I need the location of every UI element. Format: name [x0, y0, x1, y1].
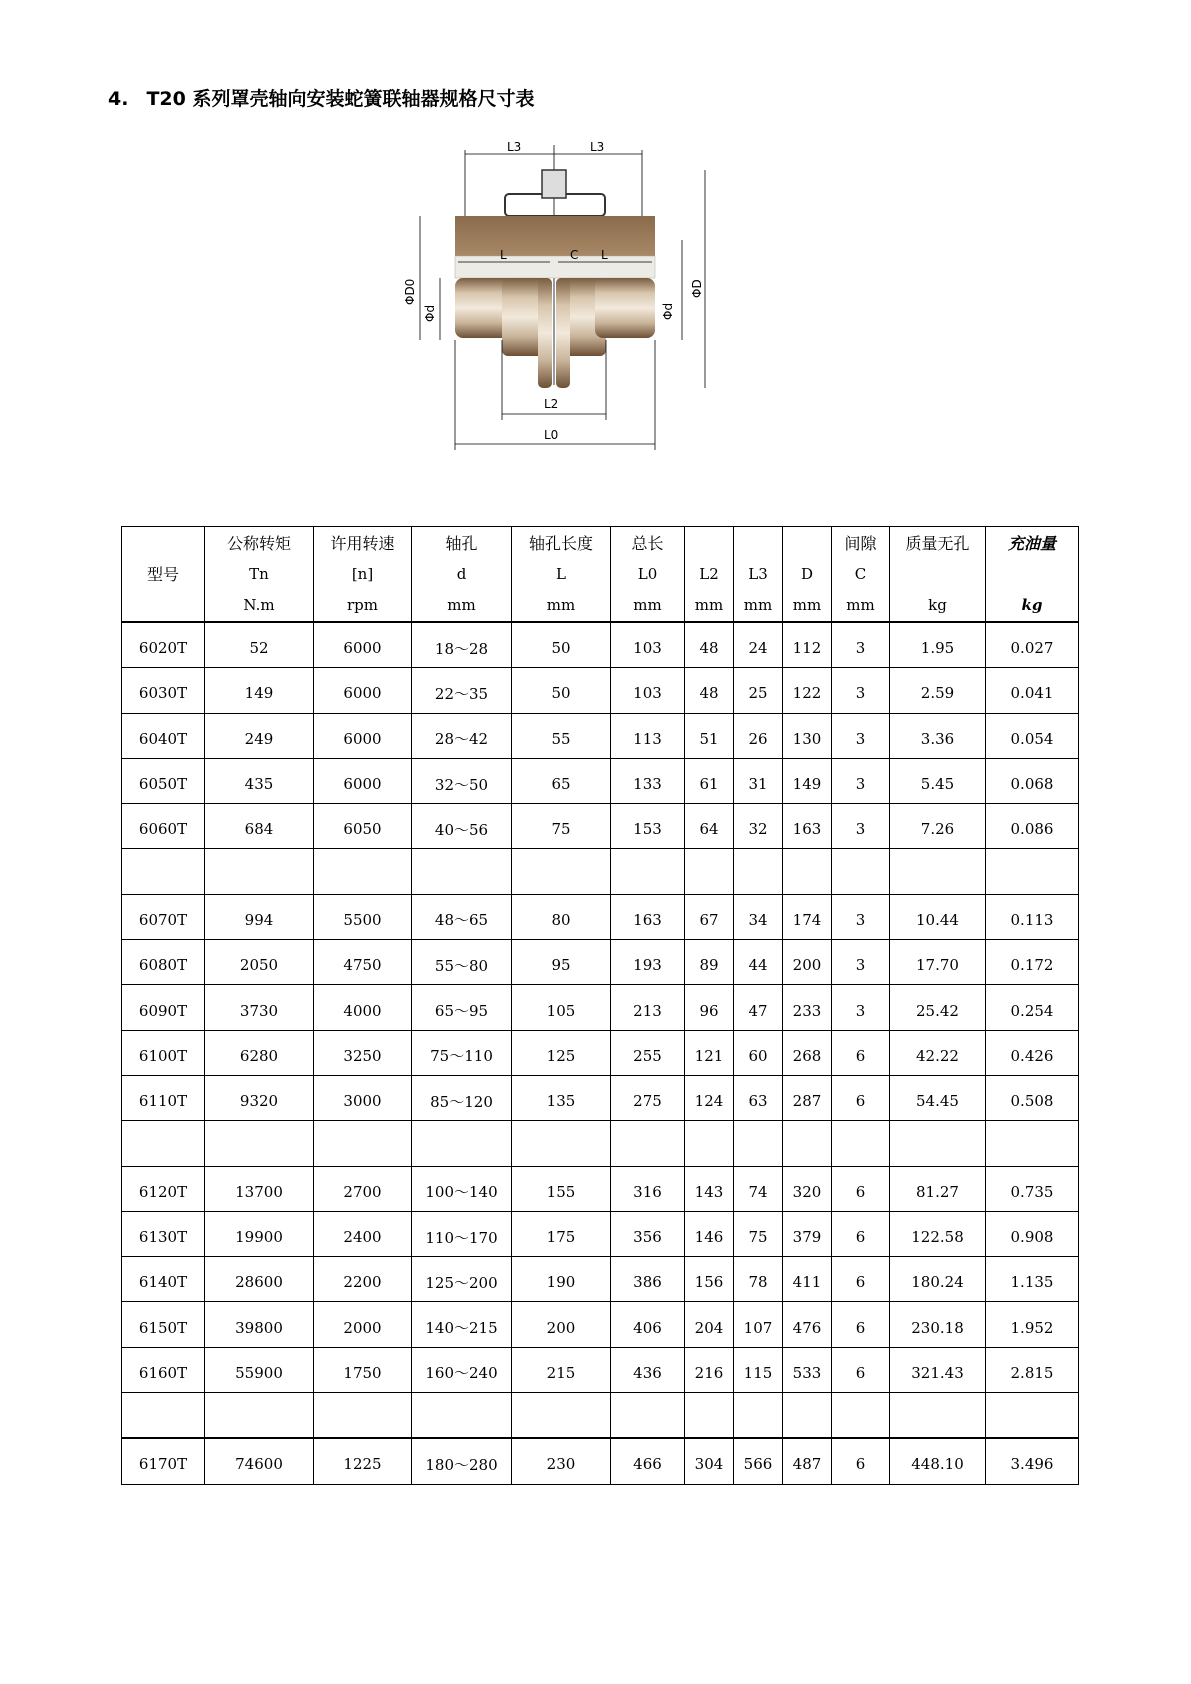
cell-mass: 2.59 — [890, 668, 986, 713]
cell-gap — [832, 1121, 890, 1166]
cell-mass: 42.22 — [890, 1030, 986, 1075]
cell-oil: 0.735 — [986, 1166, 1079, 1211]
cell-bore — [412, 1393, 512, 1439]
cell-bore: 48～65 — [412, 894, 512, 939]
header-speed: 许用转速 [n] rpm — [314, 527, 412, 623]
cell-gap: 3 — [832, 668, 890, 713]
header-torque: 公称转矩 Tn N.m — [205, 527, 314, 623]
cell-l3: 31 — [734, 758, 783, 803]
cell-torque: 684 — [205, 804, 314, 849]
cell-total-length: 133 — [611, 758, 685, 803]
cell-bore-length: 105 — [512, 985, 611, 1030]
table-row — [122, 758, 1079, 803]
cell-bore-length: 80 — [512, 894, 611, 939]
cell-d: 130 — [783, 713, 832, 758]
cell-bore-length: 175 — [512, 1211, 611, 1256]
cell-bore: 18～28 — [412, 622, 512, 668]
cell-mass: 122.58 — [890, 1211, 986, 1256]
cell-gap: 6 — [832, 1347, 890, 1392]
header-d: D mm — [783, 527, 832, 623]
cell-l2: 67 — [685, 894, 734, 939]
cell-torque — [205, 1121, 314, 1166]
cell-torque: 39800 — [205, 1302, 314, 1347]
cell-speed: 4750 — [314, 940, 412, 985]
header-mass: 质量无孔 kg — [890, 527, 986, 623]
coupling-diagram — [403, 140, 780, 480]
label-d: ΦD — [690, 279, 704, 298]
cell-speed: 2700 — [314, 1166, 412, 1211]
cell-bore-length: 135 — [512, 1075, 611, 1120]
cell-d — [783, 1393, 832, 1439]
cell-model: 6030T — [122, 668, 205, 713]
cell-d: 200 — [783, 940, 832, 985]
cell-speed — [314, 849, 412, 894]
cover-bolt — [542, 170, 566, 198]
cell-oil — [986, 849, 1079, 894]
cell-torque: 9320 — [205, 1075, 314, 1120]
cell-l2: 304 — [685, 1438, 734, 1484]
table-body — [122, 622, 1079, 1484]
cell-model: 6050T — [122, 758, 205, 803]
cell-bore: 140～215 — [412, 1302, 512, 1347]
cell-torque: 6280 — [205, 1030, 314, 1075]
cell-d: 149 — [783, 758, 832, 803]
cell-l2: 121 — [685, 1030, 734, 1075]
cell-l2: 204 — [685, 1302, 734, 1347]
cell-l2: 48 — [685, 622, 734, 668]
cell-model: 6100T — [122, 1030, 205, 1075]
cell-model: 6070T — [122, 894, 205, 939]
cell-total-length — [611, 1393, 685, 1439]
cell-bore-length: 75 — [512, 804, 611, 849]
cell-bore — [412, 849, 512, 894]
cell-torque — [205, 849, 314, 894]
cell-l3: 60 — [734, 1030, 783, 1075]
label-d0: ΦD0 — [403, 278, 417, 305]
cell-speed: 6000 — [314, 758, 412, 803]
cell-bore-length — [512, 849, 611, 894]
cell-model — [122, 1121, 205, 1166]
cell-bore: 75～110 — [412, 1030, 512, 1075]
cell-torque: 13700 — [205, 1166, 314, 1211]
cell-gap: 3 — [832, 713, 890, 758]
cell-oil — [986, 1393, 1079, 1439]
cell-l2: 64 — [685, 804, 734, 849]
cell-total-length: 113 — [611, 713, 685, 758]
cell-l3: 75 — [734, 1211, 783, 1256]
cell-oil: 3.496 — [986, 1438, 1079, 1484]
cell-model: 6170T — [122, 1438, 205, 1484]
cell-d: 268 — [783, 1030, 832, 1075]
header-l3: L3 mm — [734, 527, 783, 623]
cell-mass: 3.36 — [890, 713, 986, 758]
table-row — [122, 985, 1079, 1030]
cell-l3: 34 — [734, 894, 783, 939]
table-header-row — [122, 527, 1079, 623]
cell-bore-length: 200 — [512, 1302, 611, 1347]
cell-l3: 25 — [734, 668, 783, 713]
label-d-left: Φd — [423, 304, 437, 322]
cell-bore: 85～120 — [412, 1075, 512, 1120]
cell-gap: 6 — [832, 1030, 890, 1075]
cell-torque: 19900 — [205, 1211, 314, 1256]
cell-bore: 110～170 — [412, 1211, 512, 1256]
cell-d: 411 — [783, 1257, 832, 1302]
table-row — [122, 1438, 1079, 1484]
cell-oil: 1.135 — [986, 1257, 1079, 1302]
cell-total-length: 153 — [611, 804, 685, 849]
table-row — [122, 713, 1079, 758]
cell-torque: 149 — [205, 668, 314, 713]
cell-oil: 0.086 — [986, 804, 1079, 849]
header-model: 型号 — [122, 527, 205, 623]
cell-gap: 3 — [832, 985, 890, 1030]
table-row — [122, 668, 1079, 713]
table-row — [122, 849, 1079, 894]
cell-model: 6110T — [122, 1075, 205, 1120]
cell-d: 487 — [783, 1438, 832, 1484]
cell-total-length: 356 — [611, 1211, 685, 1256]
cell-l2: 124 — [685, 1075, 734, 1120]
cell-oil: 0.254 — [986, 985, 1079, 1030]
cell-bore: 125～200 — [412, 1257, 512, 1302]
table-row — [122, 804, 1079, 849]
cell-d: 533 — [783, 1347, 832, 1392]
label-l2: L2 — [544, 397, 559, 411]
cell-mass: 17.70 — [890, 940, 986, 985]
table-row — [122, 1211, 1079, 1256]
table-row — [122, 1121, 1079, 1166]
cell-gap: 6 — [832, 1302, 890, 1347]
cell-total-length: 103 — [611, 622, 685, 668]
cell-mass — [890, 1393, 986, 1439]
cell-total-length: 193 — [611, 940, 685, 985]
header-oil: 充油量 kg — [986, 527, 1079, 623]
cell-torque: 994 — [205, 894, 314, 939]
cell-l2: 216 — [685, 1347, 734, 1392]
cell-torque: 28600 — [205, 1257, 314, 1302]
cell-torque: 55900 — [205, 1347, 314, 1392]
cell-bore-length: 230 — [512, 1438, 611, 1484]
cell-l2 — [685, 1393, 734, 1439]
cell-total-length: 213 — [611, 985, 685, 1030]
cell-model: 6020T — [122, 622, 205, 668]
cell-d: 112 — [783, 622, 832, 668]
cell-total-length — [611, 849, 685, 894]
cell-model: 6140T — [122, 1257, 205, 1302]
cell-gap: 3 — [832, 940, 890, 985]
cell-l2 — [685, 849, 734, 894]
cell-bore-length: 125 — [512, 1030, 611, 1075]
cell-l3 — [734, 1121, 783, 1166]
label-d-right: Φd — [661, 302, 675, 320]
center-disc-left — [538, 278, 552, 388]
cell-torque: 249 — [205, 713, 314, 758]
cell-speed: 1750 — [314, 1347, 412, 1392]
cell-oil: 1.952 — [986, 1302, 1079, 1347]
cell-bore-length — [512, 1393, 611, 1439]
cell-d: 476 — [783, 1302, 832, 1347]
cell-gap: 6 — [832, 1438, 890, 1484]
cell-model: 6160T — [122, 1347, 205, 1392]
cell-total-length: 406 — [611, 1302, 685, 1347]
header-bore-length: 轴孔长度 L mm — [512, 527, 611, 623]
cell-bore-length: 190 — [512, 1257, 611, 1302]
cell-model: 6130T — [122, 1211, 205, 1256]
section-title: T20 系列罩壳轴向安装蛇簧联轴器规格尺寸表 — [146, 88, 535, 110]
center-disc-right — [556, 278, 570, 388]
cell-total-length: 466 — [611, 1438, 685, 1484]
table-row — [122, 1166, 1079, 1211]
cell-l2: 143 — [685, 1166, 734, 1211]
cell-total-length: 103 — [611, 668, 685, 713]
cell-l3: 74 — [734, 1166, 783, 1211]
cell-bore-length: 50 — [512, 668, 611, 713]
cell-gap: 6 — [832, 1166, 890, 1211]
cell-d: 320 — [783, 1166, 832, 1211]
header-gap: 间隙 C mm — [832, 527, 890, 623]
cell-mass: 180.24 — [890, 1257, 986, 1302]
table-row — [122, 1257, 1079, 1302]
cell-torque: 3730 — [205, 985, 314, 1030]
cell-l2: 89 — [685, 940, 734, 985]
cell-model: 6080T — [122, 940, 205, 985]
cell-model — [122, 1393, 205, 1439]
cell-gap: 3 — [832, 804, 890, 849]
cell-mass — [890, 1121, 986, 1166]
cell-bore: 100～140 — [412, 1166, 512, 1211]
cell-mass: 54.45 — [890, 1075, 986, 1120]
cell-d: 163 — [783, 804, 832, 849]
cell-d — [783, 1121, 832, 1166]
cell-oil: 0.426 — [986, 1030, 1079, 1075]
cell-oil: 0.041 — [986, 668, 1079, 713]
cell-model: 6040T — [122, 713, 205, 758]
cell-oil: 0.027 — [986, 622, 1079, 668]
section-heading — [108, 84, 534, 111]
cell-total-length — [611, 1121, 685, 1166]
cell-speed: 2400 — [314, 1211, 412, 1256]
cell-model: 6090T — [122, 985, 205, 1030]
cell-l2: 48 — [685, 668, 734, 713]
cell-speed: 1225 — [314, 1438, 412, 1484]
cell-model: 6150T — [122, 1302, 205, 1347]
cell-total-length: 436 — [611, 1347, 685, 1392]
cell-speed: 6000 — [314, 668, 412, 713]
cell-oil: 0.172 — [986, 940, 1079, 985]
cell-oil: 0.908 — [986, 1211, 1079, 1256]
cell-torque: 2050 — [205, 940, 314, 985]
cell-mass: 321.43 — [890, 1347, 986, 1392]
cell-mass: 5.45 — [890, 758, 986, 803]
cell-speed: 5500 — [314, 894, 412, 939]
cell-torque: 435 — [205, 758, 314, 803]
cell-model: 6060T — [122, 804, 205, 849]
cell-mass: 25.42 — [890, 985, 986, 1030]
cell-gap — [832, 849, 890, 894]
table-row — [122, 1393, 1079, 1439]
housing-band — [455, 216, 655, 256]
cell-torque: 74600 — [205, 1438, 314, 1484]
cell-gap: 6 — [832, 1257, 890, 1302]
cell-gap: 6 — [832, 1075, 890, 1120]
cell-l2: 61 — [685, 758, 734, 803]
cell-speed: 3000 — [314, 1075, 412, 1120]
cell-gap: 3 — [832, 622, 890, 668]
cell-mass: 7.26 — [890, 804, 986, 849]
cell-total-length: 316 — [611, 1166, 685, 1211]
cell-bore: 28～42 — [412, 713, 512, 758]
cell-bore-length: 95 — [512, 940, 611, 985]
cell-l2: 146 — [685, 1211, 734, 1256]
table-row — [122, 894, 1079, 939]
cell-bore-length: 215 — [512, 1347, 611, 1392]
cell-oil: 0.508 — [986, 1075, 1079, 1120]
cell-bore: 32～50 — [412, 758, 512, 803]
cell-l3: 115 — [734, 1347, 783, 1392]
cell-l3 — [734, 849, 783, 894]
cell-speed — [314, 1121, 412, 1166]
label-l3-left: L3 — [507, 140, 522, 154]
cell-d: 233 — [783, 985, 832, 1030]
cell-l2 — [685, 1121, 734, 1166]
cell-total-length: 163 — [611, 894, 685, 939]
cell-bore-length: 50 — [512, 622, 611, 668]
cell-speed: 6000 — [314, 622, 412, 668]
cell-oil: 0.054 — [986, 713, 1079, 758]
label-l-left: L — [500, 248, 507, 262]
cell-mass: 230.18 — [890, 1302, 986, 1347]
label-l-right: L — [601, 248, 608, 262]
cell-speed: 2200 — [314, 1257, 412, 1302]
header-l2: L2 mm — [685, 527, 734, 623]
cell-oil: 0.113 — [986, 894, 1079, 939]
cell-speed: 3250 — [314, 1030, 412, 1075]
cell-bore: 65～95 — [412, 985, 512, 1030]
cell-bore — [412, 1121, 512, 1166]
cell-gap — [832, 1393, 890, 1439]
header-total-length: 总长 L0 mm — [611, 527, 685, 623]
cell-speed: 4000 — [314, 985, 412, 1030]
label-l3-right: L3 — [590, 140, 605, 154]
section-number: 4. — [108, 88, 129, 110]
cell-mass: 81.27 — [890, 1166, 986, 1211]
hub-right — [595, 278, 655, 338]
cell-speed: 2000 — [314, 1302, 412, 1347]
cell-total-length: 255 — [611, 1030, 685, 1075]
cell-l2: 156 — [685, 1257, 734, 1302]
table-row — [122, 1302, 1079, 1347]
cell-speed: 6000 — [314, 713, 412, 758]
cell-speed — [314, 1393, 412, 1439]
table-row — [122, 622, 1079, 668]
cell-model: 6120T — [122, 1166, 205, 1211]
cell-oil: 2.815 — [986, 1347, 1079, 1392]
cell-gap: 3 — [832, 758, 890, 803]
cell-bore: 55～80 — [412, 940, 512, 985]
table-row — [122, 1347, 1079, 1392]
cell-bore: 22～35 — [412, 668, 512, 713]
cell-bore-length: 55 — [512, 713, 611, 758]
cell-torque: 52 — [205, 622, 314, 668]
cell-mass: 448.10 — [890, 1438, 986, 1484]
cell-mass: 10.44 — [890, 894, 986, 939]
cell-gap: 3 — [832, 894, 890, 939]
cell-oil — [986, 1121, 1079, 1166]
cell-bore: 160～240 — [412, 1347, 512, 1392]
cell-gap: 6 — [832, 1211, 890, 1256]
cell-l3 — [734, 1393, 783, 1439]
table-row — [122, 940, 1079, 985]
table-row — [122, 1075, 1079, 1120]
cell-d: 287 — [783, 1075, 832, 1120]
cell-l3: 78 — [734, 1257, 783, 1302]
cell-d: 174 — [783, 894, 832, 939]
cell-bore: 180～280 — [412, 1438, 512, 1484]
table-row — [122, 1030, 1079, 1075]
cell-l3: 107 — [734, 1302, 783, 1347]
cell-oil: 0.068 — [986, 758, 1079, 803]
cell-l3: 32 — [734, 804, 783, 849]
cell-model — [122, 849, 205, 894]
label-l0: L0 — [544, 428, 559, 442]
label-c: C — [570, 248, 579, 262]
cell-l3: 47 — [734, 985, 783, 1030]
cell-l3: 26 — [734, 713, 783, 758]
cell-mass: 1.95 — [890, 622, 986, 668]
cell-l2: 51 — [685, 713, 734, 758]
cell-d — [783, 849, 832, 894]
cell-torque — [205, 1393, 314, 1439]
bore-band — [455, 256, 655, 278]
cell-l3: 24 — [734, 622, 783, 668]
cell-l3: 44 — [734, 940, 783, 985]
cell-total-length: 275 — [611, 1075, 685, 1120]
cell-l3: 566 — [734, 1438, 783, 1484]
cell-l2: 96 — [685, 985, 734, 1030]
cell-d: 122 — [783, 668, 832, 713]
cell-speed: 6050 — [314, 804, 412, 849]
cell-l3: 63 — [734, 1075, 783, 1120]
cell-bore: 40～56 — [412, 804, 512, 849]
cell-bore-length — [512, 1121, 611, 1166]
header-bore: 轴孔 d mm — [412, 527, 512, 623]
cell-bore-length: 155 — [512, 1166, 611, 1211]
cell-bore-length: 65 — [512, 758, 611, 803]
cell-mass — [890, 849, 986, 894]
cell-d: 379 — [783, 1211, 832, 1256]
cell-total-length: 386 — [611, 1257, 685, 1302]
spec-table — [121, 526, 1079, 1485]
